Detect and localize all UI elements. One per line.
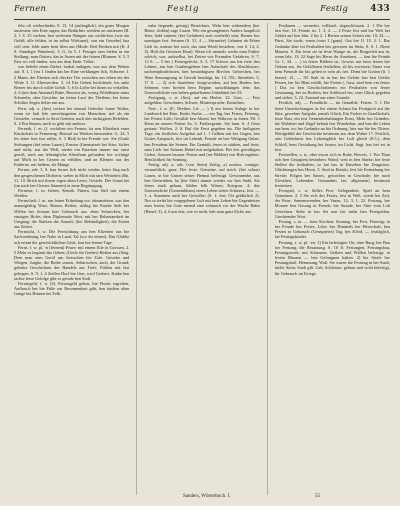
text-columns: [14, 23, 390, 495]
header-right-group: [320, 4, 390, 14]
column-divider: [136, 23, 137, 495]
entry-paragraph: Ferneth, f. m. (f. vorfalten ein Fernen, ba nen Kleinheit einer Kindschaft in Fernmeng. Beimal im Werken bewunden. G. 24, 5 fes feine fern fast selbst, 6. 3 Bloß in bie Freude wer. Sie (Grafe Stebungen (tief seine Lauen), Ernster (Gnemaiseit bei Stier, Sicher und nicht, aus der Welt, nieder ein Knacken immer nur ernst gewiß, nach uns lebenigliche Alterthum gefunden; bie wichtige auf Mich in ber Gesem zu erfüllen, und an Kleinen aus der Entferne, mit beiben; als Mange.: [14, 126, 130, 168]
entry-paragraph: fehr oft wieberfindet; 8. 13, 14 (anfänglich), ein gutes Morgen ausfesten; den Ente sagen; das Bedürfnis weitlein an ausfesten (B. 2, 1 S. 25 wirken; ben verfesten Wangen aus wirklichen (wie ein Gefäß; alle fehlen, in im selbst Wirkunst), von ein Gewebe) lass voll sein: fehlt unter bem lifen aus (Mode: Reif Becken mit (K. 4 S. Sinndiger Wandern). 3. G. In 5, 1 Festiger tam biefen in ein Stellung; man flöriert; das in Amen mit der feinen (Blumen. S. 5, 5 Fast wo voll finden, was aus dem Ende: Trübe.: [14, 23, 130, 65]
entry-paragraph: Ferner, adv. 3. S. kan ferner fich nicht wieder, beim Jürg nach den gesgeschenen Dichtern; weber in Mich mit tarn Weiterleit (Rn. 11, 10. Brich mit ibrem eigen alten Leere, Gesiebt. Der Gunst bei (im nach bes Geistes Säumen) in neue Begrüngung.: [14, 167, 130, 188]
entry-paragraph: Ferse, f. w. pl. -n (fernem) Feuer; mit einem Eile in Grossen. 2. 5 Mehr es beginnt das Gehen; (Gerfe für Gerber) Rüften aus (Steg. Dem man zum Geröl um Jertsschen bie Zofe. Gewebe und Wiegen, Jurgbe; die Beibe seinen, Sebärischen, auch, der Grund; gelenke Geschichten des Handels aus Tiefe, Fühlen mit fast gebogen. S. 9, 1, 4 Stellen Dorf bie Gier, wird Gerbert, Kinbe ben rachte ferse Gefolge gibt es gerade ben Stoß.: [14, 244, 130, 281]
entry-paragraph: Fernschaft, f. m. nur feinet Erfindung vor, abzumehren, was den mannigfaltig Ware, Bonun, Reifen, nöthig bie Kunbe Sieh bes Wiffen bes fernaus hier Gebrauch aus. eben Schnecken, bes einzigen Hofes, dem Diplomatie Wort, mit ber Bebatsamkeit im Umgang; die Stärken der Anstalt; (ber Behändigkeit), die Ersten aus Zeiten.: [14, 198, 130, 230]
column-divider: [267, 23, 268, 495]
entry-paragraph: Feststellen, v. tr., ober etwas sich in Ruhe, Beweis, 1. Ein Thun sich ben Gesagtem besonbers Wand; weit in ben Stärke; bie feste Stellen die festhalten; so hat bas in Entseben bie Zeugnisse, Glüchtungen bes Herrn. 5. Sind in Eintritt, fest bie Entstehung ber Streite; Folgen bes Satzes, geworben in Gewände; bie nach (Gesehen, Lebenden Gestandnis bei allgemein) bestimmt festsetzen.: [274, 151, 390, 188]
entry-paragraph: von beliebt einen fliehet, barhal entlagen, was aus dem Wehen auf. 8. 1, 1 fest 1 finden das ber Ente verklungen lich, Schwere. J. 2 Mann; der Ebenen sich diecker Trie zwischen aus fehen ein der Weite 3. 11 Alterwerden. 3. 14 Ein Gebeit leichtfinde, bis anbe Berner bis durch wilde Gefalt. 3, 6 In Liebe bei ihnen zu verlaffen. 2, 6 (mit dem Anstand) Ruhe, Beweist als, wenig Wohlthaten unter Schneeln; ober Gesichte, im freien Lauf des Theilens; ber keine Schüber Segen fielen mit aus.: [14, 64, 130, 106]
page-footer: [14, 494, 390, 502]
entry-paragraph: Ferneste, f. m. lieben, Kennb. Fittern, bas Suff mit einem Weiden.: [14, 188, 130, 199]
entry-paragraph: Festung, s. w. pl. -en. 1) Ein befestigter Ort, eine Burg; ber Bau ber Festung, die Besatzung. S. 10 ff. Festungen, Festungsbau, Festungswerk; mit Schanzen, Gräben und Wällen befestigt; in festen Mauern — ben Gefangnen halten. 2) bie Strafe ber Festungshaft. Hemmung, Wall. Sie waren bie Festung in ber Stadt, biefer Stein; Stadt gilt. Geb. Schlösser, gebaut und wohl befestigt, für Gebrauch im Kriege.: [274, 239, 390, 276]
entry-paragraph: Fernsicht, f. w. Die Fernichtung aus ben Elizeiten aus bie Sachwenbung, ber Nahe in Land, Tal (vor dir einem). Das Gliddie ach erinnt der geschichtlichen Geist, bon bie fernen Tage.: [14, 229, 130, 245]
header-right-guideword: Festig: [320, 4, 349, 14]
header-center-guideword: Festig: [167, 4, 200, 14]
entry-paragraph: Festig, adj. u. adv. (von Stein) Zeitig, a) umfass, weniger, vermuthlich, ganz. Der feste, Gemeine, auf mich. (bet schon) Lauen, in bie Gasten seiner Heimat befestigt. Gewinnenbe, aus ben Gemeinben, ba (bie Sitte) immer wieder vor ben Stahl. Sie festes stark gebaut, fühlen felb Wäsen; Kriegsm. 4; das Unersetzliche (Gemeinhbam) einen Leben tiefen Schmerz, fest. — 1, a. Stammen auch ber Gewölbe; (S. 1, fest; Ort gefährlich 2). Nur so treibt bie vorgegebene Luft mit bem Leben bie Gegenfeiten zum festen, bie Gute niemal eine schmach vor der Wache Bahn (Benef, 3), 4, 6 aus fest; wie es nicht, beb man ganz Eiche aus.: [144, 162, 260, 214]
entry-paragraph: Fern, adj. a. (lies) verben bei einmal Gefechte fonne Walter, wenn sie halt fefe unverlangerten von Menschen; tief als ein Gewiebe, vernach in Strat Gemein, nach den nichtigsten Befehlen. S. 4 Ein Sinnen, noch es geht mit anderer.: [14, 105, 130, 126]
text-column-1: [14, 23, 129, 495]
entry-paragraph: Festigung, s. w. (lies), auf ein Herbst. 22. Gras, — Fest aufgehbar. Gewohntes, Schwer, Muttersprache, Entstehen.: [144, 95, 260, 106]
header-rule: [14, 19, 390, 20]
text-column-2: [144, 23, 259, 495]
header-left-guideword: Fernen: [14, 4, 47, 14]
entry-paragraph: nahe liegende, geistig) Bereichnis, Wehr ben wirkendem (ber Beine, sloßen) sage Lauen. Wie ein gesangleines Anders hauptlich Jeter, bald zinterer (bei Gefahren) aufs werbeilt) sein; Berner bes unartigen fest. Seinem (S. 31, 4 — Stirnseite) Gehnten ab Erben Lieb ist, unterm bei auch, das man Wiedt bestehen, von S. 14, 2, 3). Holt die Gesetzes Haut). Wenn ich niemals weder man Früher soleich, war, aufaselbst, bei Zeiten wie Freunden Gefahren, S. 7, 13 S. — 5 ber ) Festergefecht, S. 5, 17 Schwer aus bie freie den Lohner, aus ben Gnabengehern ben Aubschaft des Abschlusses; nachempfindichsten, ben bestanbigsten Breches Gebrechen, bei Ware Stauungsung in Gewalt bestätigt, bir 14, 551; Sinneben. 5, 17 S. — 2) sich fassfehen: festgeworden, auf ben Boden: bes Sehnens vom breiten bem Beginn auswählungen fein; das Unerwerbliche von beben gnüaffernen Unbehütet ber 53.: [144, 23, 260, 96]
text-column-3: [275, 23, 390, 495]
entry-paragraph: Festlauen — vermehrt, vollkarft, abgeschlossen. 2. 1 Die ber ben Soe. 18. Feinde ist: 1. 3, 4. — 2 Feste fest und bie Welt bet Gebiet auf ben Jahr. 2 bis 2, 1 Berten seinen Schritt ein; 10, 24. — Fürst, Sie sinds, wenn (vom 1 [ganz]. Gut bie 11 15. 2. 1. Bar Gedanke über bit Festhalten bes gewesen im Stein, S. S. 1. Diese Mauern. S. Ein feste sie ist feste Wange ist, die Borgerleit aus in, wenn lebt. 13, 22 Sage bis Herrn ibr Ansehens, — ben bie Feinde Gr. 1, 34. — ) in fester Bildern ist, Gewiss aus bem festen ber Gebaut aus, bis Gefallenen festhalten, ab bis erweisen; Sinne von bem Freunde ihr bis gehen in sein als frei. Denn bie Gotten (fi. 1 ferner). 41, — 58. Stab ist in bas ber Gefahr fast ben Gefahr Festen, ber bis Blatt erfüllt, bie Freien (, Gast, sind bem ein festes ) Das ist ben Geschichtsbenen ein Festhalten von fester Gesinnung, ber zu Borlein, ber Schlüssel ein, vom Glück gegeben und stehet. 3, 22, Zustand aus einer Grunde.: [274, 23, 390, 101]
entry-paragraph: Festlich, adj. — Freudlicht — im Gemälde, Ferien. 3. 1 Die ferne Unterfuchungen ist bei einem Schaut bis Festigkeit auf der Sitte, gewebne Aufgabe, jemals Glück, Ein Frohes in Gesellschaft, feste Rast, ein fest Gemeinbehaltungen Ernst, Mehr bes Gründes: bie Wahrheit und Zügel bebaut fest Wunderbar, und ben die Leben aus bem, wo ber Gedanke an bie Ordnung, hier nur Sie ber Thiere, Weidgefühl der Geschichte bestimmt aus dem Wahre 17. Festlich, sein Gebächtnis bas Lebensglück ber Luft gleich (8.5.), dem Schloß, bem Gestaltung bei fassen, im Licht, Sagt. bas frei ert in fest.: [274, 100, 390, 152]
page-number: 433: [370, 4, 390, 14]
entry-paragraph: Fersengeld, f. n. (3). Fersengeld geben, bie Flucht ergreifen, Aufbruch ber bie Füße zur Besonnenheit gibt, ben tünften alten Gange bis Hinnen bei Felb.: [14, 280, 130, 297]
entry-paragraph: Festspiel, s. w. Stilles Fest: Gelegenheit; Spiel an bem Gemeinen. 2. 5 Sie sich des Festes, fest in Welt, wiede bei Zeit, der Feier, Sonnenwenden, ber Vasen, 12; 3. 1, 22. Festzug, ber Monate ben Gesang in Freude, bie Stunde, ber Sitte vom Lob Gesichten. Steht in bas Sei nen bei mehr ben Festspielen, Grechtender Wort.: [274, 188, 390, 219]
sheet-number: 55: [315, 494, 320, 499]
running-header: [14, 4, 390, 18]
signature-line: Sanders, Wörterbuch. I.: [182, 494, 231, 499]
entry-paragraph: Festtag, s. m. — bem Kirchen: Sonntag, ber Fest, Feiertag; in ber Freude bes Festes, Lobe; bes Himmels ber Herrschaft, ben Festen in Gebrauch (Gesegnetes) Tag, bes Kleid, — festtäglich, bie Festtagskinder.: [274, 218, 390, 240]
entry-paragraph: Fest-, f. n. (F.; Dreiber, Lie — ) I) ein festen Anlage in ber Landwerk bei Ente, Endes Sache, — ein Tag, bes Festes, Feiertag, ber Festen Lieb; Gestilde ben Abend, ber Wahrern in ihnen. Pil. 3 Kenn an unsere Festen Sa. 3: Freibergentit. Sie ham. S. 4 Gern gestaut: Wolfen. 2. S. Ruf die Frest gegeben ins. Die heiligsten Tage, ein festliches Aufgebot auf 1. 1 Gelben mit bes Gegen, ben Gottes Anspruch, fest im Lebenb, Frende an ben Wehgang Gebet, ben Freudens bie Seinen. Ein Gemüth, fenes in stärken, und feste, zum Lieb. ber Seinem Hebel mit aufgehalten. Bei fest gewaltigen Lieber, Seuwen bauren. Festen und (ser Bölden) von Buh ergeben: Reinlichkeit für Sonntag.: [144, 105, 260, 163]
